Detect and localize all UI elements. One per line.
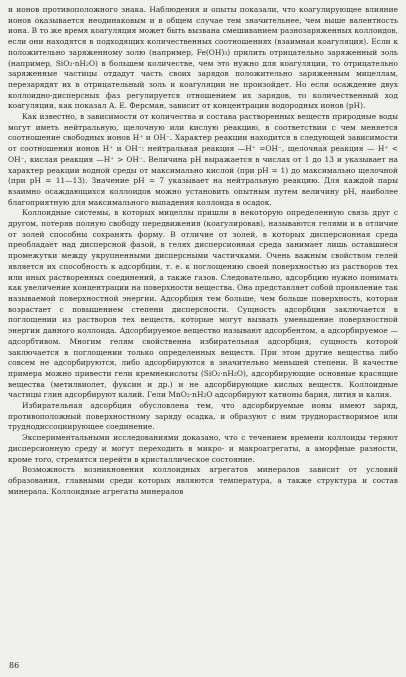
page-number: 86 <box>9 661 20 670</box>
paragraph-gels-adsorption: Коллоидные системы, в которых мицеллы пришли в некоторую определенную связь друг с другом, потеряв полную свободу передвижения (коагулировав), называются гелями и в отличие от золей способны сохранять форму. В отличие от золей, в которых дисперсионная среда преобладает над дисперсной фазой, в гелях дисперсионная среда занимает лишь оставшиеся промежутки между укрупненными дисперсными частичками. Очень важным свойством гелей является их способность к адсорбции, т. е. к поглощению своей поверхностью из растворов тех или иных растворенных соединений, а также газов. Следовательно, адсорбцию нужно понимать как увеличение концентрации на поверхности вещества. Она представляет собой проявление так называемой поверхностной энергии. Адсорбция тем больше, чем больше поверхность, которая возрастает с повышением степени дисперсности. Сущность адсорбции заключается в поглощении из растворов тех веществ, которые могут вызвать уменьшение поверхностной энергии данного коллоида. Адсорбируемое вещество называют адсорбентом, а адсорбируемое — адсорбтивом. Многим гелям свойственна избирательная адсорбция, сущность которой заключается в поглощении только определенных веществ. При этом другие вещества либо совсем не адсорбируются, либо адсорбируются в значительно меньшей степени. В качестве примера можно привести гели кремнекислоты (SiO₂·nH₂O), адсорбирующие основные красящие вещества (метилвиолет, фуксин и др.) и не адсорбирующие кислых веществ. Коллоидные частицы глин адсорбируют калий. Гели MnO₂·nH₂O адсорбируют катионы бария, лития и калия. <box>8 208 398 400</box>
paragraph-selective-adsorption: Избирательная адсорбция обусловлена тем, что адсорбируемые ионы имеют заряд, противоположный поверхностному заряду осадка, и образуют с ним труднорастворимое или труднодиссоциирующее соединение. <box>8 401 398 432</box>
paragraph-coagulation: и ионов противоположного знака. Наблюдения и опыты показали, что коагулирующее влияние ионов оказывается неодинаковым и в общем случае тем значительнее, чем выше валентность иона. В то же время коагуляция может быть вызвана смешиванием разнозаряженных коллоидов, если они находятся в подходящих количественных соотношениях (взаимная коагуляция). Если к положительно заряженному золю (например, Fe(OH)₃) прилить отрицательно заряженный золь (например, SiO₂·nH₂O) в большем количестве, чем это нужно для коагуляции, то отрицательно заряженные частицы отдадут часть своих зарядов положительно заряженным мицеллам, перезарядят их в отрицательный золь и коагуляции не произойдет. Но если осаждение двух коллоидно-дисперсных фаз регулируется отношением их зарядов, то количественный ход коагуляции, как показал А. Е. Ферсман, зависит от концентрации водородных ионов (pH). <box>8 5 398 111</box>
paragraph-aggregates: Экспериментальными исследованиями доказано, что с течением времени коллоиды теряют дисперсионную среду и могут переходить в микро- и макроагрегаты, а аморфные разности, кроме того, стремятся перейти в кристаллическое состояние. <box>8 433 398 464</box>
paragraph-formation-conditions: Возможность возникновения коллоидных агрегатов минералов зависит от условий образования, главными среди которых являются температура, а также структура и состав минерала. Коллоидные агрегаты минералов <box>8 465 398 496</box>
paragraph-ph-reaction: Как известно, в зависимости от количества и состава растворенных веществ природные воды могут иметь нейтральную, щелочную или кислую реакцию, в соответствии с чем меняется соотношение свободных ионов H⁺ и OH⁻. Характер реакции находится в следующей зависимости от соотношения ионов H⁺ и OH⁻: нейтральная реакция —H⁺ =OH⁻, щелочная реакция — H⁺ < OH⁻, кислая реакция —H⁺ > OH⁻. Величина pH выражается в числах от 1 до 13 и указывает на характер реакции водной среды от максимально кислой (при pH = 1) до максимально щелочной (при pH = 11—13). Значение pH = 7 указывает на нейтральную реакцию. Для каждой пары взаимно осаждающихся коллоидов можно установить опытным путем величину pH, наиболее благоприятную для максимального выпадения коллоида в осадок. <box>8 112 398 207</box>
